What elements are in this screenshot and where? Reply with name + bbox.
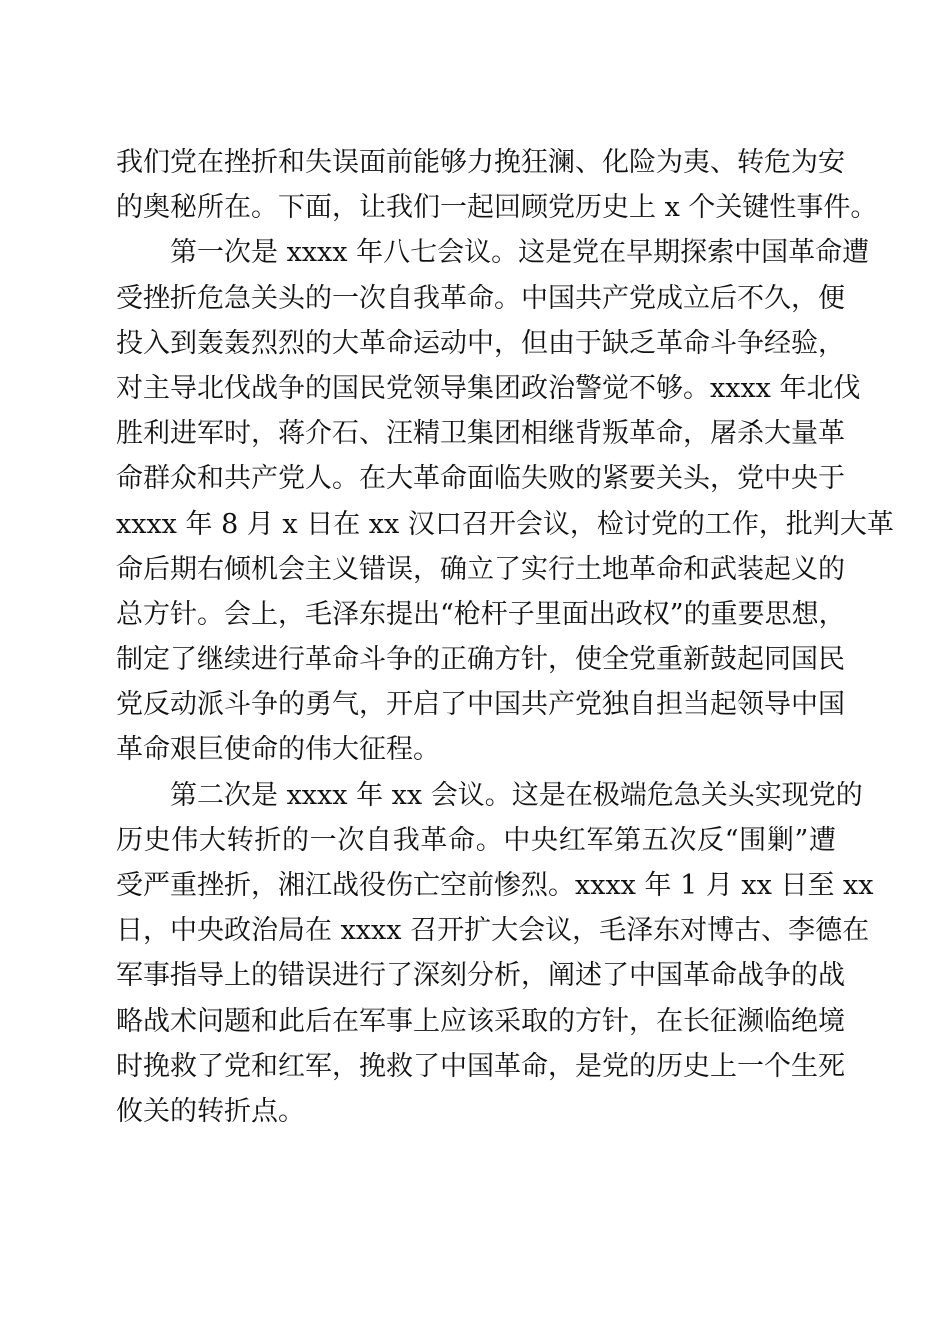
- text-line: 命后期右倾机会主义错误，确立了实行土地革命和武装起义的: [116, 553, 845, 585]
- paragraph-2-end: 攸关的转折点。: [116, 1095, 305, 1127]
- text-line: 总方针。会上，毛泽东提出“枪杆子里面出政权”的重要思想，: [116, 598, 846, 630]
- paragraph-1-end: 革命艰巨使命的伟大征程。: [116, 734, 440, 766]
- text-line: 胜利进军时，蒋介石、汪精卫集团相继背叛革命，屠杀大量革: [116, 418, 845, 450]
- text-line: 制定了继续进行革命斗争的正确方针，使全党重新鼓起同国民: [116, 644, 845, 676]
- text-line: 党反动派斗争的勇气，开启了中国共产党独自担当起领导中国: [116, 689, 845, 721]
- paragraph-2-start: 第二次是 xxxx 年 xx 会议。这是在极端危急关头实现党的: [116, 779, 863, 811]
- text-line: 我们党在挫折和失误面前能够力挽狂澜、化险为夷、转危为安: [116, 147, 845, 178]
- text-line: 投入到轰轰烈烈的大革命运动中，但由于缺乏革命斗争经验，: [116, 327, 845, 359]
- paragraph-1-start: 第一次是 xxxx 年八七会议。这是党在早期探索中国革命遭: [116, 237, 870, 269]
- text-line: 命群众和共产党人。在大革命面临失败的紧要关头，党中央于: [116, 463, 845, 495]
- text-line: 略战术问题和此后在军事上应该采取的方针，在长征濒临绝境: [116, 1005, 845, 1037]
- text-line: 对主导北伐战争的国民党领导集团政治警觉不够。xxxx 年北伐: [116, 372, 861, 404]
- text-line: 受严重挫折，湘江战役伤亡空前惨烈。xxxx 年 1 月 xx 日至 xx: [116, 870, 874, 901]
- text-line: 的奥秘所在。下面，让我们一起回顾党历史上 x 个关键性事件。: [116, 192, 878, 224]
- text-line: 受挫折危急关头的一次自我革命。中国共产党成立后不久，便: [116, 282, 845, 314]
- text-line: 日，中央政治局在 xxxx 召开扩大会议，毛泽东对博古、李德在: [116, 915, 870, 947]
- document-body: [116, 140, 894, 1134]
- text-line: 时挽救了党和红军，挽救了中国革命，是党的历史上一个生死: [116, 1050, 845, 1082]
- text-line: 历史伟大转折的一次自我革命。中央红军第五次反“围剿”遭: [116, 824, 836, 856]
- text-line: xxxx 年 8 月 x 日在 xx 汉口召开会议，检讨党的工作，批判大革: [116, 508, 894, 540]
- text-line: 军事指导上的错误进行了深刻分析，阐述了中国革命战争的战: [116, 960, 845, 992]
